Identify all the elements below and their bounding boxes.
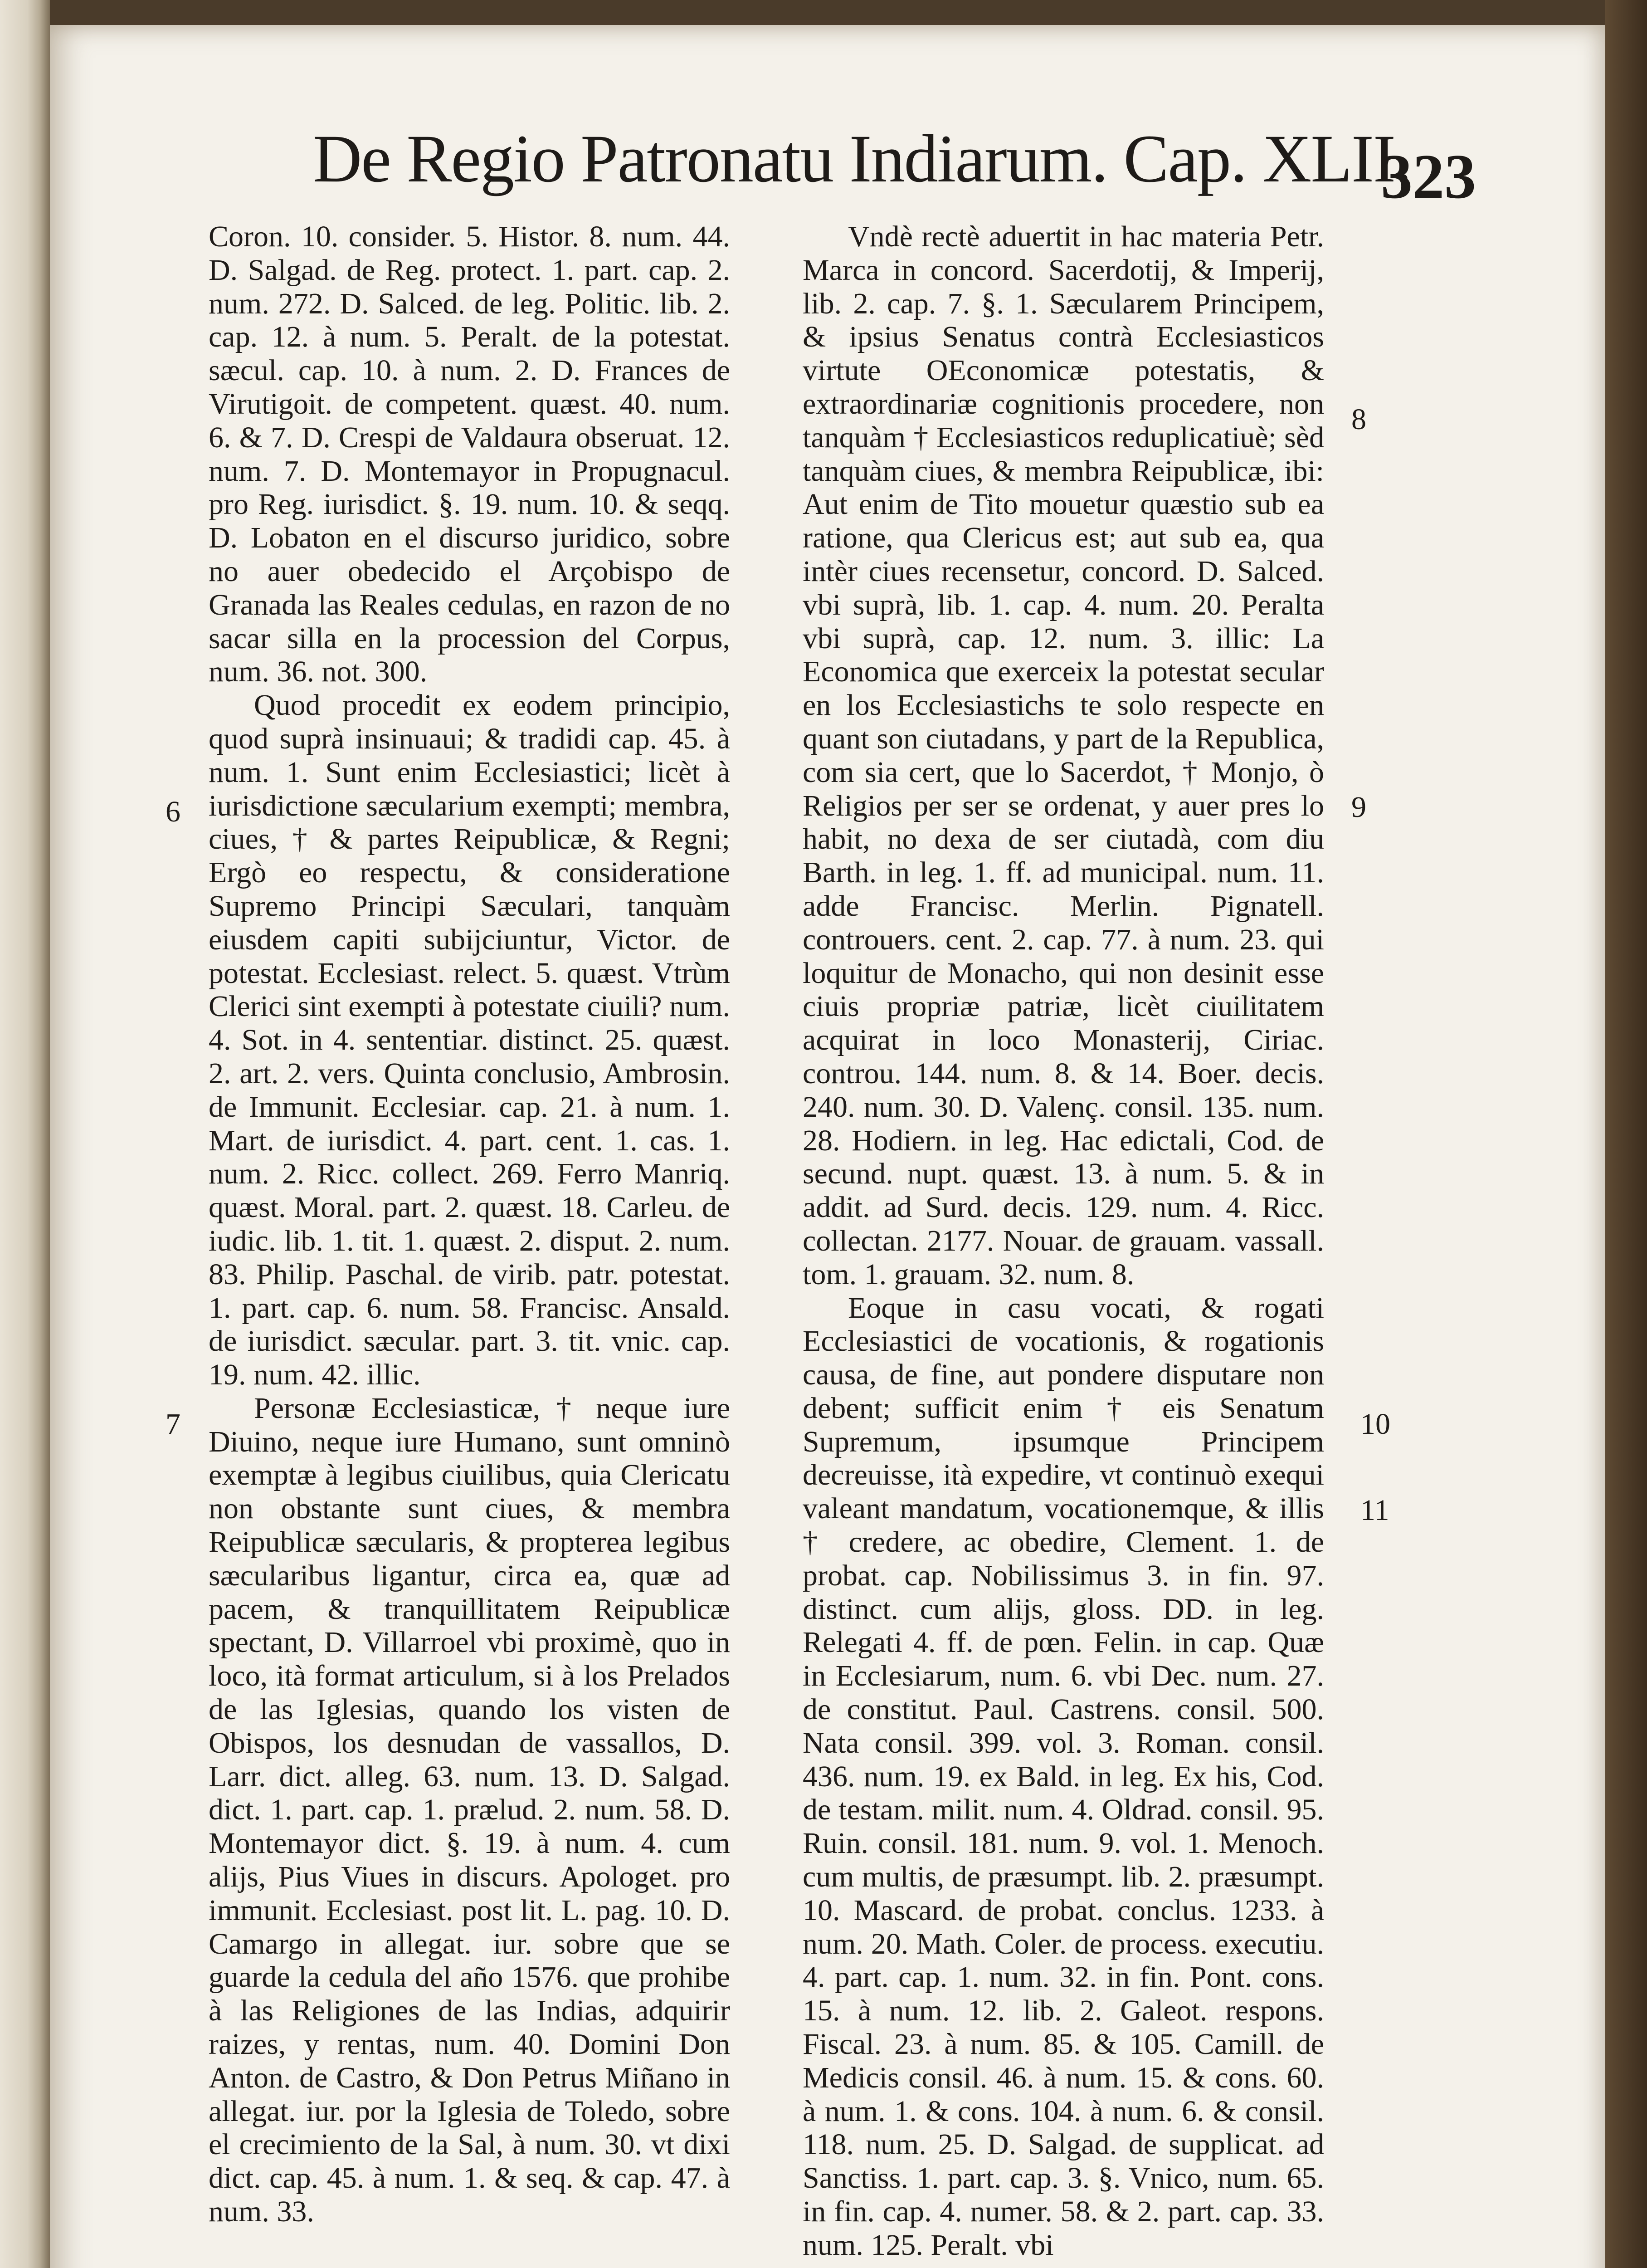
page-number: 323 [1381,142,1476,212]
margin-note-left: 6 [166,795,180,828]
margin-note-right: 9 [1351,791,1366,824]
right-paragraph-1: Vndè rectè aduertit in hac materia Petr. Marca in concord. Sacerdotij, & Imperij, lib. 2. cap. 7. §. 1. Sæcularem Principem, & ipsius Senatus contrà Ecclesiasticos virtute OEconomicæ potestatis, & extraordinariæ cognitionis procedere, non tanquàm † Ecclesiasticos reduplicatiuè; sèd tanquàm ciues, & membra Reipublicæ, ibi: Aut enim de Tito mouetur quæstio sub ea ratione, qua Clericus est; aut sub ea, qua intèr ciues recensetur, concord. D. Salced. vbi suprà, lib. 1. cap. 4. num. 20. Peralta vbi suprà, cap. 12. num. 3. illic: La Economica que exerceix la potestat secular en los Ecclesiastichs te solo respecte en quant son ciutadans, y part de la Republica, com sia cert, que lo Sacerdot, † Monjo, ò Religios per ser se ordenat, y auer pres lo habit, no dexa de ser ciutadà, com diu Barth. in leg. 1. ff. ad municipal. num. 11. adde Francisc. Merlin. Pignatell. controuers. cent. 2. cap. 77. à num. 23. qui loquitur de Monacho, qui non desinit esse ciuis propriæ patriæ, licèt ciuilitatem acquirat in loco Monasterij, Ciriac. controu. 144. num. 8. & 14. Boer. decis. 240. num. 30. D. Valenç. consil. 135. num. 28. Hodiern. in leg. Hac edictali, Cod. de secund. nupt. quæst. 13. à num. 5. & in addit. ad Surd. decis. 129. num. 4. Ricc. collectan. 2177. Nouar. de grauam. vassall. tom. 1. grauam. 32. num. 8. [803,220,1324,1291]
left-column [209,220,730,2229]
right-column [803,220,1324,2262]
margin-note-right: 11 [1360,1494,1389,1527]
margin-note-right: 10 [1360,1408,1390,1441]
book-binding [0,0,50,2268]
left-paragraph-3: Personæ Ecclesiasticæ, † neque iure Diuino, neque iure Humano, sunt omninò exemptæ à legibus ciuilibus, quia Clericatu non obstante sunt ciues, & membra Reipublicæ sæcularis, & propterea legibus sæcularibus ligantur, circa ea, quæ ad pacem, & tranquillitatem Reipublicæ spectant, D. Villarroel vbi proximè, quo in loco, ità format articulum, si à los Prelados de las Iglesias, quando los visten de Obispos, los desnudan de vassallos, D. Larr. dict. alleg. 63. num. 13. D. Salgad. dict. 1. part. cap. 1. prælud. 2. num. 58. D. Montemayor dict. §. 19. à num. 4. cum alijs, Pius Viues in discurs. Apologet. pro immunit. Ecclesiast. post lit. L. pag. 10. D. Camargo in allegat. iur. sobre que se guarde la cedula del año 1576. que prohibe à las Religiones de las Indias, adquirir raizes, y rentas, num. 40. Domini Don Anton. de Castro, & Don Petrus Miñano in allegat. iur. por la Iglesia de Toledo, sobre el crecimiento de la Sal, à num. 30. vt dixi dict. cap. 45. à num. 1. & seq. & cap. 47. à num. 33. [209,1391,730,2229]
left-paragraph-1: Coron. 10. consider. 5. Histor. 8. num. 44. D. Salgad. de Reg. protect. 1. part. cap. 2. num. 272. D. Salced. de leg. Politic. lib. 2. cap. 12. à num. 5. Peralt. de la potestat. sæcul. cap. 10. à num. 2. D. Frances de Virutigoit. de competent. quæst. 40. num. 6. & 7. D. Crespi de Valdaura obseruat. 12. num. 7. D. Montemayor in Propugnacul. pro Reg. iurisdict. §. 19. num. 10. & seqq. D. Lobaton en el discurso juridico, sobre no auer obedecido el Arçobispo de Granada las Reales cedulas, en razon de no sacar silla en la procession del Corpus, num. 36. not. 300. [209,220,730,689]
margin-note-right: 8 [1351,403,1366,436]
right-paragraph-2: Eoque in casu vocati, & rogati Ecclesiastici de vocationis, & rogationis causa, de fine, aut pondere disputare non debent; sufficit enim † eis Senatum Supremum, ipsumque Principem decreuisse, ità expedire, vt continuò exequi valeant mandatum, vocationemque, & illis † credere, ac obedire, Clement. 1. de probat. cap. Nobilissimus 3. in fin. 97. distinct. cum alijs, gloss. DD. in leg. Relegati 4. ff. de pœn. Felin. in cap. Quæ in Ecclesiarum, num. 6. vbi Dec. num. 27. de constitut. Paul. Castrens. consil. 500. Nata consil. 399. vol. 3. Roman. consil. 436. num. 19. ex Bald. in leg. Ex his, Cod. de testam. milit. num. 4. Oldrad. consil. 95. Ruin. consil. 181. num. 9. vol. 1. Menoch. cum multis, de præsumpt. lib. 2. præsumpt. 10. Mascard. de probat. conclus. 1233. à num. 20. Math. Coler. de process. executiu. 4. part. cap. 1. num. 32. in fin. Pont. cons. 15. à num. 12. lib. 2. Galeot. respons. Fiscal. 23. à num. 85. & 105. Camill. de Medicis consil. 46. à num. 15. & cons. 60. à num. 1. & cons. 104. à num. 6. & consil. 118. num. 25. D. Salgad. de supplicat. ad Sanctiss. 1. part. cap. 3. §. Vnico, num. 65. in fin. cap. 4. numer. 58. & 2. part. cap. 33. num. 125. Peralt. vbi [803,1291,1324,2262]
page-edge [1605,0,1647,2268]
page-header-title: De Regio Patronatu Indiarum. Cap. XLII. [313,121,1411,196]
margin-note-left: 7 [166,1408,180,1441]
left-paragraph-2: Quod procedit ex eodem principio, quod suprà insinuaui; & tradidi cap. 45. à num. 1. Sunt enim Ecclesiastici; licèt à iurisdictione sæcularium exempti; membra, ciues, † & partes Reipublicæ, & Regni; Ergò eo respectu, & consideratione Supremo Principi Sæculari, tanquàm eiusdem capiti subijciuntur, Victor. de potestat. Ecclesiast. relect. 5. quæst. Vtrùm Clerici sint exempti à potestate ciuili? num. 4. Sot. in 4. sententiar. distinct. 25. quæst. 2. art. 2. vers. Quinta conclusio, Ambrosin. de Immunit. Ecclesiar. cap. 21. à num. 1. Mart. de iurisdict. 4. part. cent. 1. cas. 1. num. 2. Ricc. collect. 269. Ferro Manriq. quæst. Moral. part. 2. quæst. 18. Carleu. de iudic. lib. 1. tit. 1. quæst. 2. disput. 2. num. 83. Philip. Paschal. de virib. patr. potestat. 1. part. cap. 6. num. 58. Francisc. Ansald. de iurisdict. sæcular. part. 3. tit. vnic. cap. 19. num. 42. illic. [209,689,730,1392]
book-page [50,25,1605,2268]
